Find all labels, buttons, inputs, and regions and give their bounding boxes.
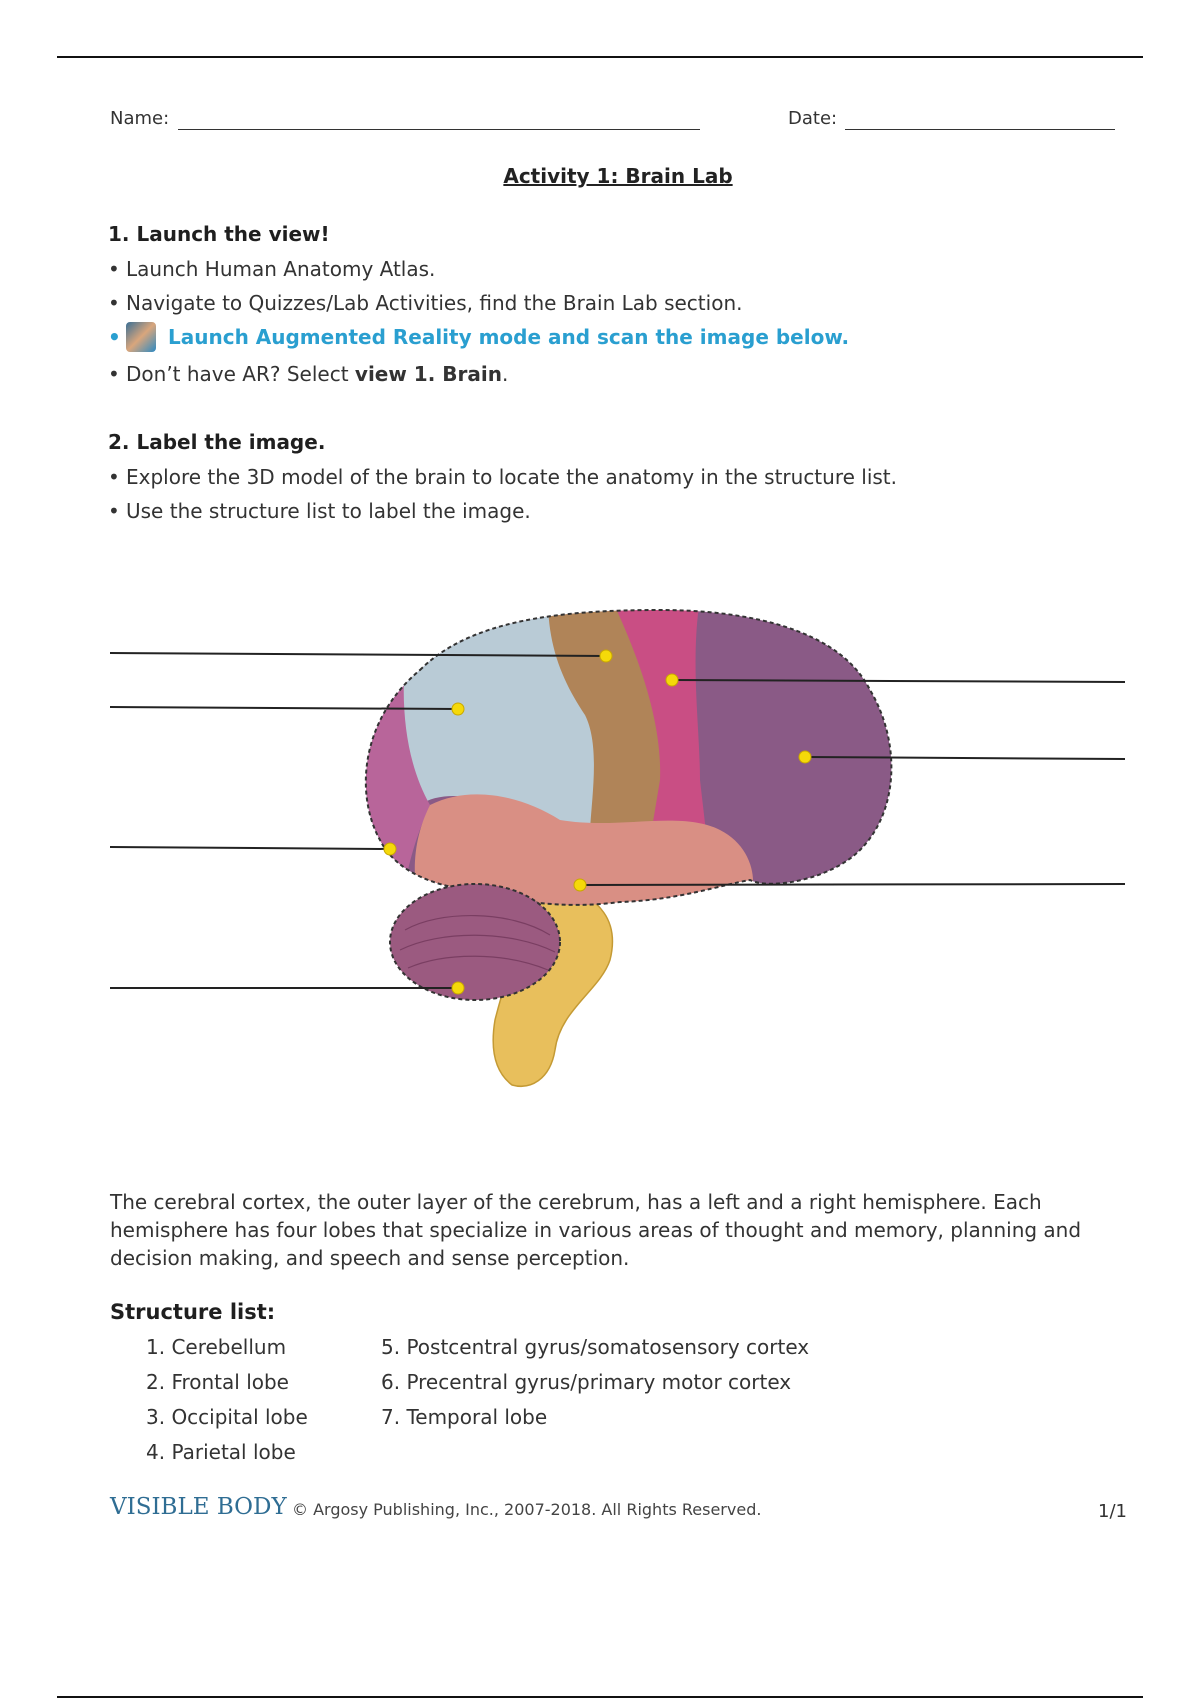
copyright-text: © Argosy Publishing, Inc., 2007-2018. All Rights Reserved. — [292, 1500, 762, 1519]
date-field-line[interactable] — [845, 129, 1115, 130]
name-field-line[interactable] — [178, 129, 700, 130]
list-item: 4. Parietal lobe — [146, 1440, 296, 1464]
date-label: Date: — [788, 108, 838, 129]
structure-list-heading: Structure list: — [110, 1300, 276, 1324]
list-item: • Don’t have AR? Select view 1. Brain. — [108, 362, 509, 386]
marker-dot — [452, 703, 464, 715]
ar-instruction[interactable]: • Launch Augmented Reality mode and scan the image below. — [108, 325, 849, 352]
list-item: 7. Temporal lobe — [381, 1405, 548, 1429]
list-item: • Use the structure list to label the image. — [108, 499, 531, 523]
section-1-heading: 1. Launch the view! — [108, 222, 330, 246]
structure-list-col-2 — [381, 1335, 809, 1440]
marker-dot — [666, 674, 678, 686]
marker-dot — [799, 751, 811, 763]
list-item: • Explore the 3D model of the brain to locate the anatomy in the structure list. — [108, 465, 898, 489]
list-item: • Launch Human Anatomy Atlas. — [108, 257, 436, 281]
list-item: 5. Postcentral gyrus/somatosensory cortex — [381, 1335, 810, 1359]
marker-dot — [384, 843, 396, 855]
name-label: Name: — [110, 108, 170, 129]
marker-dot — [452, 982, 464, 994]
page-title: Activity 1: Brain Lab — [503, 164, 733, 188]
page-number: 1/1 — [1098, 1501, 1127, 1522]
marker-dot — [574, 879, 586, 891]
structure-list-col-1 — [146, 1335, 308, 1475]
list-item: • Navigate to Quizzes/Lab Activities, find the Brain Lab section. — [108, 291, 743, 315]
cerebellum-region — [390, 884, 560, 1000]
bottom-rule — [57, 1696, 1143, 1698]
marker-dot — [600, 650, 612, 662]
list-item: 2. Frontal lobe — [146, 1370, 289, 1394]
label-line-7 — [580, 884, 1125, 885]
label-line-3 — [110, 847, 390, 849]
ar-app-icon — [126, 322, 156, 352]
list-item: 6. Precentral gyrus/primary motor cortex — [381, 1370, 792, 1394]
visible-body-logo: VISIBLE BODY — [110, 1494, 287, 1520]
brain-illustration — [0, 580, 1200, 1150]
list-item: 3. Occipital lobe — [146, 1405, 308, 1429]
section-2-heading: 2. Label the image. — [108, 430, 326, 454]
top-rule — [57, 56, 1143, 58]
list-item: 1. Cerebellum — [146, 1335, 287, 1359]
description-paragraph: The cerebral cortex, the outer layer of the cerebrum, has a left and a right hemisphere. Each hemisphere has four lobes that specialize in various areas of thought and memory, planning and decision making, and speech and sense perception. — [110, 1190, 1082, 1270]
brain-diagram — [0, 580, 1200, 1150]
